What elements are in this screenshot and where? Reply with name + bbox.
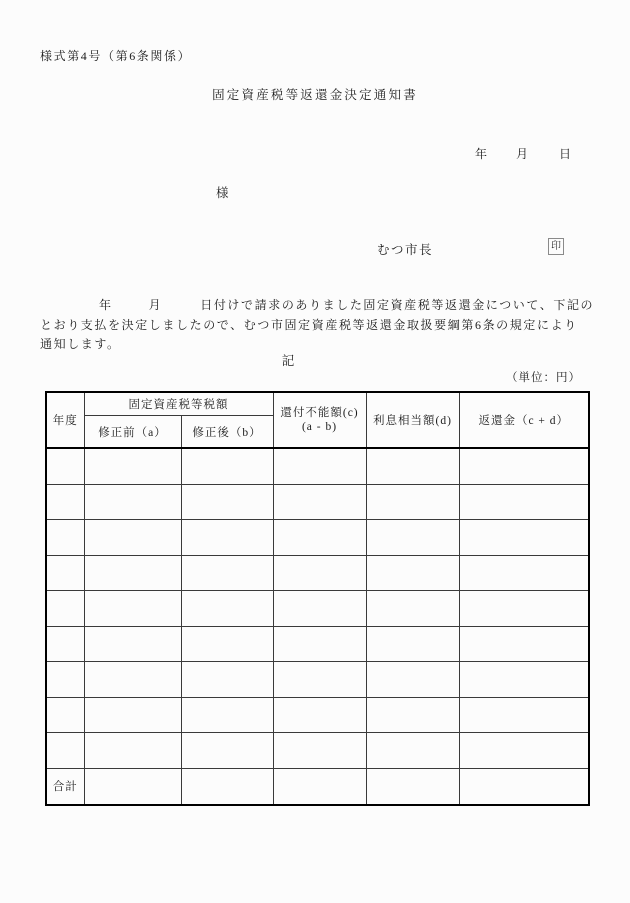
total-cell (366, 768, 459, 805)
document-title: 固定資産税等返還金決定通知書 (212, 88, 418, 102)
date-year-label: 年 (475, 147, 489, 161)
table-cell (273, 484, 366, 520)
table-cell (459, 591, 589, 627)
table-cell (459, 555, 589, 591)
table-row (46, 662, 589, 698)
table-cell (459, 484, 589, 520)
table-cell (366, 662, 459, 698)
table-cell (366, 448, 459, 484)
table-cell (273, 662, 366, 698)
table-cell (181, 626, 273, 662)
refund-table (45, 391, 590, 806)
col-header-refund: 返還金（c + d） (459, 392, 589, 448)
table-cell (273, 555, 366, 591)
table-cell (459, 697, 589, 733)
date-month-label: 月 (516, 147, 530, 161)
table-cell (273, 697, 366, 733)
table-row (46, 484, 589, 520)
body-line-1-text: 付けで請求のありました固定資産税等返還金について、下記の (213, 298, 595, 312)
table-cell (181, 520, 273, 556)
table-cell (46, 448, 84, 484)
table-cell (46, 662, 84, 698)
total-row (46, 768, 589, 805)
addressee-honorific: 様 (216, 186, 229, 200)
record-marker: 記 (281, 354, 295, 368)
table-cell (181, 591, 273, 627)
table-cell (181, 484, 273, 520)
table-cell (181, 733, 273, 769)
col-header-interest: 利息相当額(d) (366, 392, 459, 448)
table-cell (46, 697, 84, 733)
body-day-label: 日 (200, 298, 214, 312)
sender-title: むつ市長 (377, 243, 434, 257)
table-cell (46, 484, 84, 520)
total-cell (181, 768, 273, 805)
date-day-label: 日 (559, 147, 573, 161)
body-line-1 (40, 296, 595, 316)
table-cell (366, 555, 459, 591)
table-body (46, 448, 589, 768)
table-cell (366, 626, 459, 662)
body-month-label: 月 (148, 298, 163, 312)
table-cell (84, 662, 181, 698)
table-cell (84, 484, 181, 520)
table-row (46, 448, 589, 484)
table-cell (181, 555, 273, 591)
table-row (46, 733, 589, 769)
table-cell (459, 733, 589, 769)
nonrefundable-line1: 還付不能額(c) (280, 407, 359, 419)
table-cell (273, 448, 366, 484)
total-cell (273, 768, 366, 805)
col-header-tax-group: 固定資産税等税額 (84, 392, 273, 416)
table-cell (273, 591, 366, 627)
table-cell (459, 662, 589, 698)
table-cell (46, 591, 84, 627)
table-cell (366, 520, 459, 556)
table-cell (84, 448, 181, 484)
table-cell (181, 448, 273, 484)
table-cell (84, 697, 181, 733)
body-line-2: とおり支払を決定しましたので、むつ市固定資産税等返還金取扱要綱第6条の規定により (40, 317, 578, 332)
col-header-fiscal-year: 年度 (46, 392, 84, 448)
table-cell (366, 591, 459, 627)
table-cell (181, 697, 273, 733)
total-label: 合計 (46, 768, 84, 805)
col-header-after-correction: 修正後（b） (181, 416, 273, 449)
table-cell (46, 733, 84, 769)
table-row (46, 626, 589, 662)
col-header-before-correction: 修正前（a） (84, 416, 181, 449)
table-cell (459, 448, 589, 484)
table-cell (46, 626, 84, 662)
table-cell (84, 733, 181, 769)
table-cell (181, 662, 273, 698)
table-cell (273, 626, 366, 662)
table-cell (459, 626, 589, 662)
seal-mark: 印 (548, 238, 564, 255)
col-header-nonrefundable (273, 392, 366, 448)
table-row (46, 591, 589, 627)
table-cell (84, 591, 181, 627)
total-cell (84, 768, 181, 805)
table-cell (46, 555, 84, 591)
nonrefundable-line2: (a - b) (301, 421, 338, 433)
table-cell (366, 733, 459, 769)
table-row (46, 555, 589, 591)
table-cell (459, 520, 589, 556)
table-cell (273, 520, 366, 556)
table-cell (84, 555, 181, 591)
table-cell (84, 520, 181, 556)
table-cell (366, 484, 459, 520)
table-cell (366, 697, 459, 733)
total-cell (459, 768, 589, 805)
issue-date-line (475, 145, 572, 162)
body-line-3: 通知します。 (40, 337, 121, 351)
table-cell (273, 733, 366, 769)
form-number: 様式第4号（第6条関係） (40, 49, 192, 63)
table-cell (46, 520, 84, 556)
body-paragraph (40, 296, 595, 355)
unit-label: （単位：円） (506, 372, 581, 384)
table-row (46, 520, 589, 556)
table-row (46, 697, 589, 733)
body-year-label: 年 (99, 298, 113, 312)
table-cell (84, 626, 181, 662)
